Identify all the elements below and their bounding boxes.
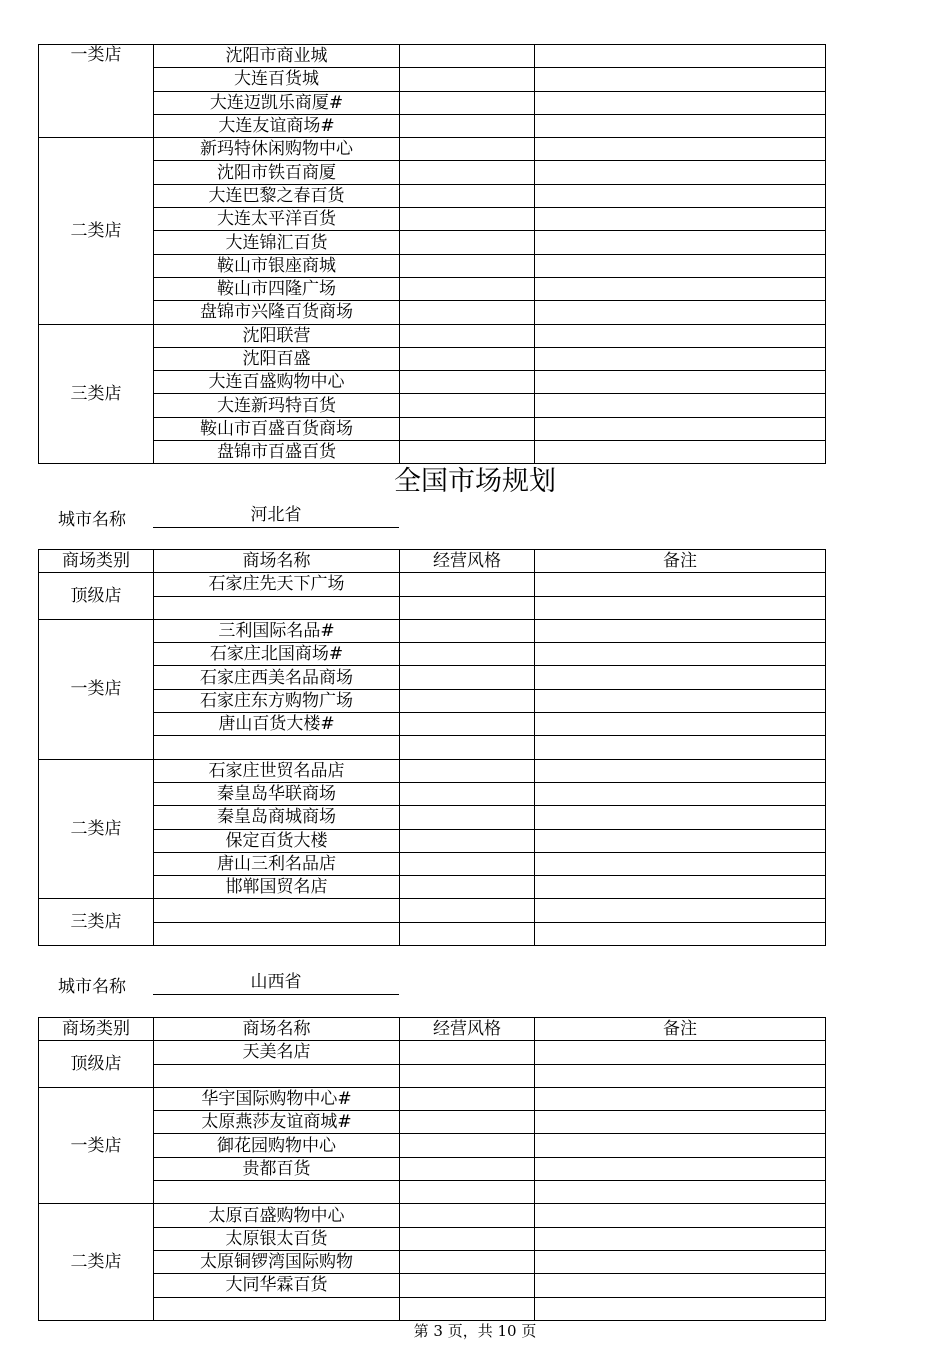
store-name	[154, 1064, 400, 1087]
city-label: 城市名称	[58, 510, 126, 530]
store-name: 太原铜锣湾国际购物	[154, 1250, 400, 1273]
business-style-cell	[400, 1297, 535, 1320]
business-style-cell	[400, 1181, 535, 1204]
table-row	[39, 573, 826, 596]
store-name: 大连百货城	[154, 68, 400, 91]
business-style-cell	[400, 161, 535, 184]
store-name: 御花园购物中心	[154, 1134, 400, 1157]
note-cell	[535, 231, 826, 254]
business-style-cell	[400, 45, 535, 68]
note-cell	[535, 301, 826, 324]
business-style-cell	[400, 1250, 535, 1273]
store-name: 鞍山市银座商城	[154, 254, 400, 277]
store-category: 顶级店	[39, 1041, 154, 1088]
store-name: 唐山百货大楼#	[154, 713, 400, 736]
business-style-cell	[400, 254, 535, 277]
store-name	[154, 736, 400, 759]
note-cell	[535, 852, 826, 875]
note-cell	[535, 1227, 826, 1250]
store-name: 鞍山市四隆广场	[154, 277, 400, 300]
business-style-cell	[400, 922, 535, 945]
store-name: 华宇国际购物中心#	[154, 1087, 400, 1110]
city-label: 城市名称	[58, 977, 126, 997]
store-table-shanxi	[38, 1017, 826, 1321]
table-row	[39, 922, 826, 945]
store-name: 贵都百货	[154, 1157, 400, 1180]
note-cell	[535, 666, 826, 689]
store-name: 石家庄西美名品商场	[154, 666, 400, 689]
table-row	[39, 161, 826, 184]
store-category: 二类店	[39, 138, 154, 324]
store-name: 秦皇岛华联商场	[154, 782, 400, 805]
table-row	[39, 1157, 826, 1180]
business-style-cell	[400, 91, 535, 114]
note-cell	[535, 573, 826, 596]
store-name: 大连太平洋百货	[154, 208, 400, 231]
note-cell	[535, 619, 826, 642]
business-style-cell	[400, 666, 535, 689]
note-cell	[535, 324, 826, 347]
table-row	[39, 91, 826, 114]
page-title: 全国市场规划	[394, 466, 556, 497]
store-name: 鞍山市百盛百货商场	[154, 417, 400, 440]
business-style-cell	[400, 1111, 535, 1134]
table-row	[39, 782, 826, 805]
table-row	[39, 829, 826, 852]
note-cell	[535, 736, 826, 759]
note-cell	[535, 1297, 826, 1320]
store-name: 太原燕莎友谊商城#	[154, 1111, 400, 1134]
table-row	[39, 371, 826, 394]
note-cell	[535, 1250, 826, 1273]
business-style-cell	[400, 347, 535, 370]
note-cell	[535, 45, 826, 68]
store-name: 石家庄东方购物广场	[154, 689, 400, 712]
store-name: 秦皇岛商城商场	[154, 806, 400, 829]
note-cell	[535, 829, 826, 852]
note-cell	[535, 1157, 826, 1180]
business-style-cell	[400, 1087, 535, 1110]
store-name: 石家庄北国商场#	[154, 643, 400, 666]
store-name: 唐山三利名品店	[154, 852, 400, 875]
business-style-cell	[400, 689, 535, 712]
note-cell	[535, 1274, 826, 1297]
table-header-row	[39, 550, 826, 573]
table-row	[39, 254, 826, 277]
business-style-cell	[400, 1274, 535, 1297]
store-category: 顶级店	[39, 573, 154, 620]
business-style-cell	[400, 1041, 535, 1064]
continuation-table	[38, 44, 826, 464]
table-row	[39, 666, 826, 689]
note-cell	[535, 394, 826, 417]
note-cell	[535, 371, 826, 394]
store-name: 大连友谊商场#	[154, 114, 400, 137]
header-note: 备注	[535, 550, 826, 573]
table-row	[39, 277, 826, 300]
store-category: 二类店	[39, 759, 154, 899]
table-row	[39, 347, 826, 370]
business-style-cell	[400, 184, 535, 207]
store-name: 天美名店	[154, 1041, 400, 1064]
table-row	[39, 231, 826, 254]
store-name: 太原银太百货	[154, 1227, 400, 1250]
business-style-cell	[400, 596, 535, 619]
store-name: 大连新玛特百货	[154, 394, 400, 417]
note-cell	[535, 417, 826, 440]
table-row	[39, 713, 826, 736]
business-style-cell	[400, 1157, 535, 1180]
note-cell	[535, 1134, 826, 1157]
note-cell	[535, 713, 826, 736]
note-cell	[535, 782, 826, 805]
store-name: 大同华霖百货	[154, 1274, 400, 1297]
business-style-cell	[400, 277, 535, 300]
business-style-cell	[400, 138, 535, 161]
store-category: 三类店	[39, 324, 154, 464]
table-row	[39, 1064, 826, 1087]
store-name: 邯郸国贸名店	[154, 876, 400, 899]
note-cell	[535, 922, 826, 945]
note-cell	[535, 689, 826, 712]
store-table-hebei	[38, 549, 826, 946]
note-cell	[535, 161, 826, 184]
business-style-cell	[400, 68, 535, 91]
store-name	[154, 922, 400, 945]
business-style-cell	[400, 759, 535, 782]
table-row	[39, 1204, 826, 1227]
table-row	[39, 1041, 826, 1064]
table-row	[39, 68, 826, 91]
header-category: 商场类别	[39, 550, 154, 573]
table-row	[39, 45, 826, 68]
business-style-cell	[400, 782, 535, 805]
table-row	[39, 114, 826, 137]
business-style-cell	[400, 643, 535, 666]
table-row	[39, 1134, 826, 1157]
note-cell	[535, 277, 826, 300]
store-name: 保定百货大楼	[154, 829, 400, 852]
table-row	[39, 899, 826, 922]
store-name: 太原百盛购物中心	[154, 1204, 400, 1227]
business-style-cell	[400, 852, 535, 875]
store-name: 石家庄先天下广场	[154, 573, 400, 596]
table-row	[39, 759, 826, 782]
store-name: 沈阳市铁百商厦	[154, 161, 400, 184]
note-cell	[535, 876, 826, 899]
note-cell	[535, 254, 826, 277]
note-cell	[535, 184, 826, 207]
business-style-cell	[400, 1204, 535, 1227]
business-style-cell	[400, 208, 535, 231]
note-cell	[535, 114, 826, 137]
table-row	[39, 1297, 826, 1320]
note-cell	[535, 806, 826, 829]
table-row	[39, 138, 826, 161]
table-row	[39, 417, 826, 440]
store-name: 沈阳市商业城	[154, 45, 400, 68]
table-row	[39, 806, 826, 829]
note-cell	[535, 1111, 826, 1134]
table-row	[39, 1250, 826, 1273]
table-row	[39, 619, 826, 642]
city-value: 河北省	[153, 505, 399, 528]
business-style-cell	[400, 829, 535, 852]
table-row	[39, 208, 826, 231]
store-category: 一类店	[39, 619, 154, 759]
business-style-cell	[400, 324, 535, 347]
note-cell	[535, 138, 826, 161]
table-row	[39, 1227, 826, 1250]
store-name: 沈阳联营	[154, 324, 400, 347]
note-cell	[535, 91, 826, 114]
business-style-cell	[400, 619, 535, 642]
business-style-cell	[400, 1227, 535, 1250]
header-category: 商场类别	[39, 1018, 154, 1041]
business-style-cell	[400, 301, 535, 324]
city-value: 山西省	[153, 972, 399, 995]
table-row	[39, 1274, 826, 1297]
store-category: 一类店	[39, 1087, 154, 1203]
store-name	[154, 1181, 400, 1204]
table-row	[39, 736, 826, 759]
store-name: 大连百盛购物中心	[154, 371, 400, 394]
header-style: 经营风格	[400, 550, 535, 573]
store-category: 二类店	[39, 1204, 154, 1320]
note-cell	[535, 1087, 826, 1110]
business-style-cell	[400, 1134, 535, 1157]
store-name: 沈阳百盛	[154, 347, 400, 370]
note-cell	[535, 68, 826, 91]
note-cell	[535, 759, 826, 782]
header-name: 商场名称	[154, 1018, 400, 1041]
table-row	[39, 596, 826, 619]
business-style-cell	[400, 231, 535, 254]
note-cell	[535, 1181, 826, 1204]
note-cell	[535, 643, 826, 666]
header-name: 商场名称	[154, 550, 400, 573]
business-style-cell	[400, 1064, 535, 1087]
store-name: 三利国际名品#	[154, 619, 400, 642]
note-cell	[535, 347, 826, 370]
business-style-cell	[400, 736, 535, 759]
table-row	[39, 1111, 826, 1134]
page-footer: 第 3 页，共 10 页	[413, 1322, 537, 1340]
table-row	[39, 876, 826, 899]
table-row	[39, 394, 826, 417]
store-name: 新玛特休闲购物中心	[154, 138, 400, 161]
table-row	[39, 643, 826, 666]
business-style-cell	[400, 573, 535, 596]
header-note: 备注	[535, 1018, 826, 1041]
store-name: 大连锦汇百货	[154, 231, 400, 254]
store-name: 盘锦市兴隆百货商场	[154, 301, 400, 324]
store-name: 大连迈凯乐商厦#	[154, 91, 400, 114]
table-row	[39, 324, 826, 347]
note-cell	[535, 1064, 826, 1087]
note-cell	[535, 208, 826, 231]
store-name	[154, 899, 400, 922]
business-style-cell	[400, 713, 535, 736]
table-header-row	[39, 1018, 826, 1041]
note-cell	[535, 596, 826, 619]
store-name	[154, 596, 400, 619]
business-style-cell	[400, 114, 535, 137]
header-style: 经营风格	[400, 1018, 535, 1041]
business-style-cell	[400, 876, 535, 899]
business-style-cell	[400, 806, 535, 829]
business-style-cell	[400, 417, 535, 440]
business-style-cell	[400, 371, 535, 394]
store-name	[154, 1297, 400, 1320]
table-row	[39, 184, 826, 207]
table-row	[39, 1181, 826, 1204]
note-cell	[535, 899, 826, 922]
store-category: 一类店	[39, 45, 154, 138]
store-category: 三类店	[39, 899, 154, 946]
business-style-cell	[400, 394, 535, 417]
table-row	[39, 852, 826, 875]
table-row	[39, 301, 826, 324]
store-name: 盘锦市百盛百货	[154, 441, 400, 464]
store-name: 石家庄世贸名品店	[154, 759, 400, 782]
business-style-cell	[400, 899, 535, 922]
table-row	[39, 1087, 826, 1110]
table-row	[39, 689, 826, 712]
note-cell	[535, 1041, 826, 1064]
store-name: 大连巴黎之春百货	[154, 184, 400, 207]
note-cell	[535, 1204, 826, 1227]
